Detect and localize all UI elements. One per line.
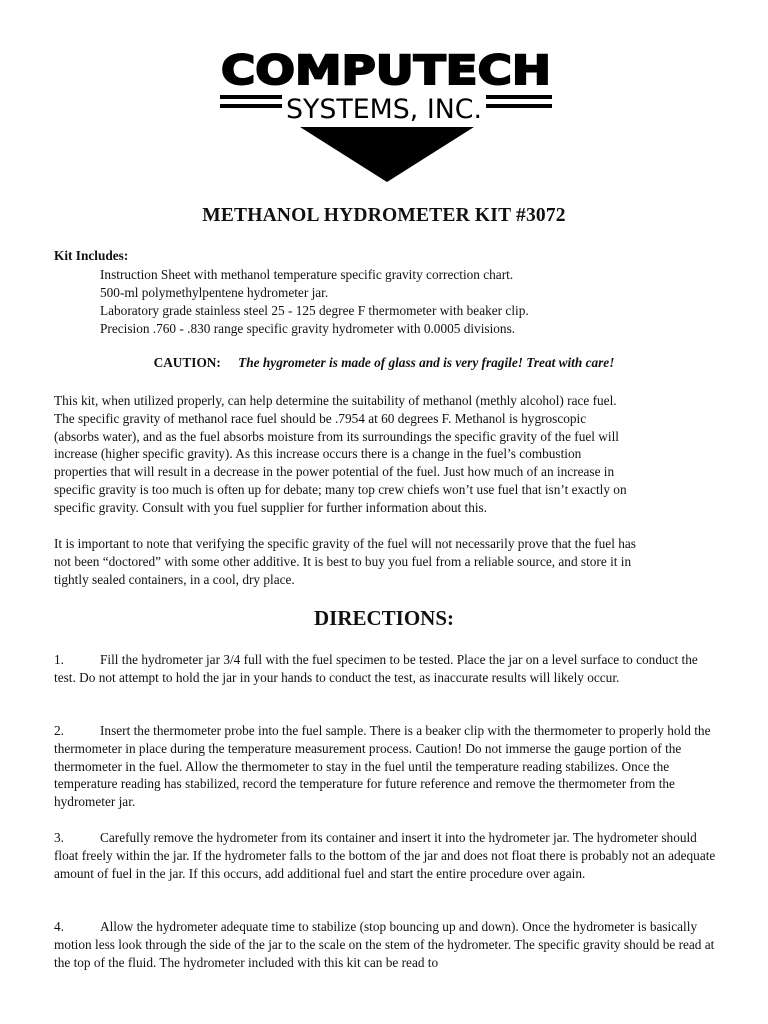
step-text: Fill the hydrometer jar 3/4 full with the fuel specimen to be tested. Place the jar on a level surface to conduct the test. Do not attempt to hold the jar in your hands to conduct the test, as inaccurate results will likely occur. <box>54 652 698 685</box>
logo-subtitle-text: SYSTEMS, INC. <box>286 94 482 125</box>
direction-step <box>54 829 720 882</box>
step-text: Carefully remove the hydrometer from its container and insert it into the hydrometer jar. The hydrometer should float freely within the jar. If the hydrometer falls to the bottom of the jar and does not float there is probably not an adequate amount of fuel in the jar. If this occurs, add additional fuel and start the entire procedure over again. <box>54 830 716 881</box>
direction-step <box>54 722 720 811</box>
step-number: 2. <box>54 723 64 738</box>
step-text: Insert the thermometer probe into the fuel sample. There is a beaker clip with the thermometer to properly hold the thermometer in place during the temperature measurement process. Caution! Do not immerse the gauge portion of the thermometer in the fuel. Allow the thermometer to stay in the fuel until the temperature reading stabilizes. Once the temperature reading has stabilized, record the temperature for future reference and remove the thermometer from the hydrometer jar. <box>54 723 711 810</box>
list-item: Instruction Sheet with methanol temperature specific gravity correction chart. <box>100 267 514 282</box>
step-number: 4. <box>54 919 64 934</box>
list-item: 500-ml polymethylpentene hydrometer jar. <box>100 285 329 300</box>
kit-includes-label: Kit Includes: <box>54 248 129 263</box>
step-text: Allow the hydrometer adequate time to stabilize (stop bouncing up and down). Once the hydrometer is basically motion less look through the side of the jar to the scale on the stem of the hydrometer. The specific gravity should be read at the top of the fluid. The hydrometer included with this kit can be read to <box>54 919 715 970</box>
step-number: 1. <box>54 652 64 667</box>
list-item: Laboratory grade stainless steel 25 - 125 degree F thermometer with beaker clip. <box>100 303 529 318</box>
logo-brand-text: COMPUTECH <box>221 48 551 94</box>
caution-label: CAUTION: <box>153 355 221 370</box>
direction-step <box>54 918 720 971</box>
direction-step <box>54 651 720 687</box>
note-paragraph: It is important to note that verifying the specific gravity of the fuel will not necessarily prove that the fuel has not been “doctored” with some other additive. It is best to buy you fuel from a reliable source, and store it in tightly sealed containers, in a cool, dry place. <box>54 536 636 587</box>
company-logo <box>216 48 556 188</box>
intro-paragraph: This kit, when utilized properly, can help determine the suitability of methanol (methly alcohol) race fuel. The specific gravity of methanol race fuel should be .7954 at 60 degrees F. Methanol is hygroscopic (absorbs water), and as the fuel absorbs moisture from its surroundings the specific gravity of the fuel will increase (higher specific gravity). As this increase occurs there is a change in the fuel’s combustion properties that will result in a decrease in the power potential of the fuel. Just how much of an increase in specific gravity is too much is often up for debate; many top crew chiefs won’t use fuel that isn’t exactly on specific gravity. Consult with you fuel supplier for further information about this. <box>54 393 627 515</box>
caution-notice <box>0 355 768 371</box>
document-title: METHANOL HYDROMETER KIT #3072 <box>202 205 566 226</box>
kit-items-list <box>100 266 529 338</box>
list-item: Precision .760 - .830 range specific gravity hydrometer with 0.0005 divisions. <box>100 321 516 336</box>
logo-triangle <box>300 127 474 182</box>
caution-message: The hygrometer is made of glass and is very fragile! Treat with care! <box>238 355 615 370</box>
directions-heading: DIRECTIONS: <box>313 606 455 630</box>
step-number: 3. <box>54 830 64 845</box>
